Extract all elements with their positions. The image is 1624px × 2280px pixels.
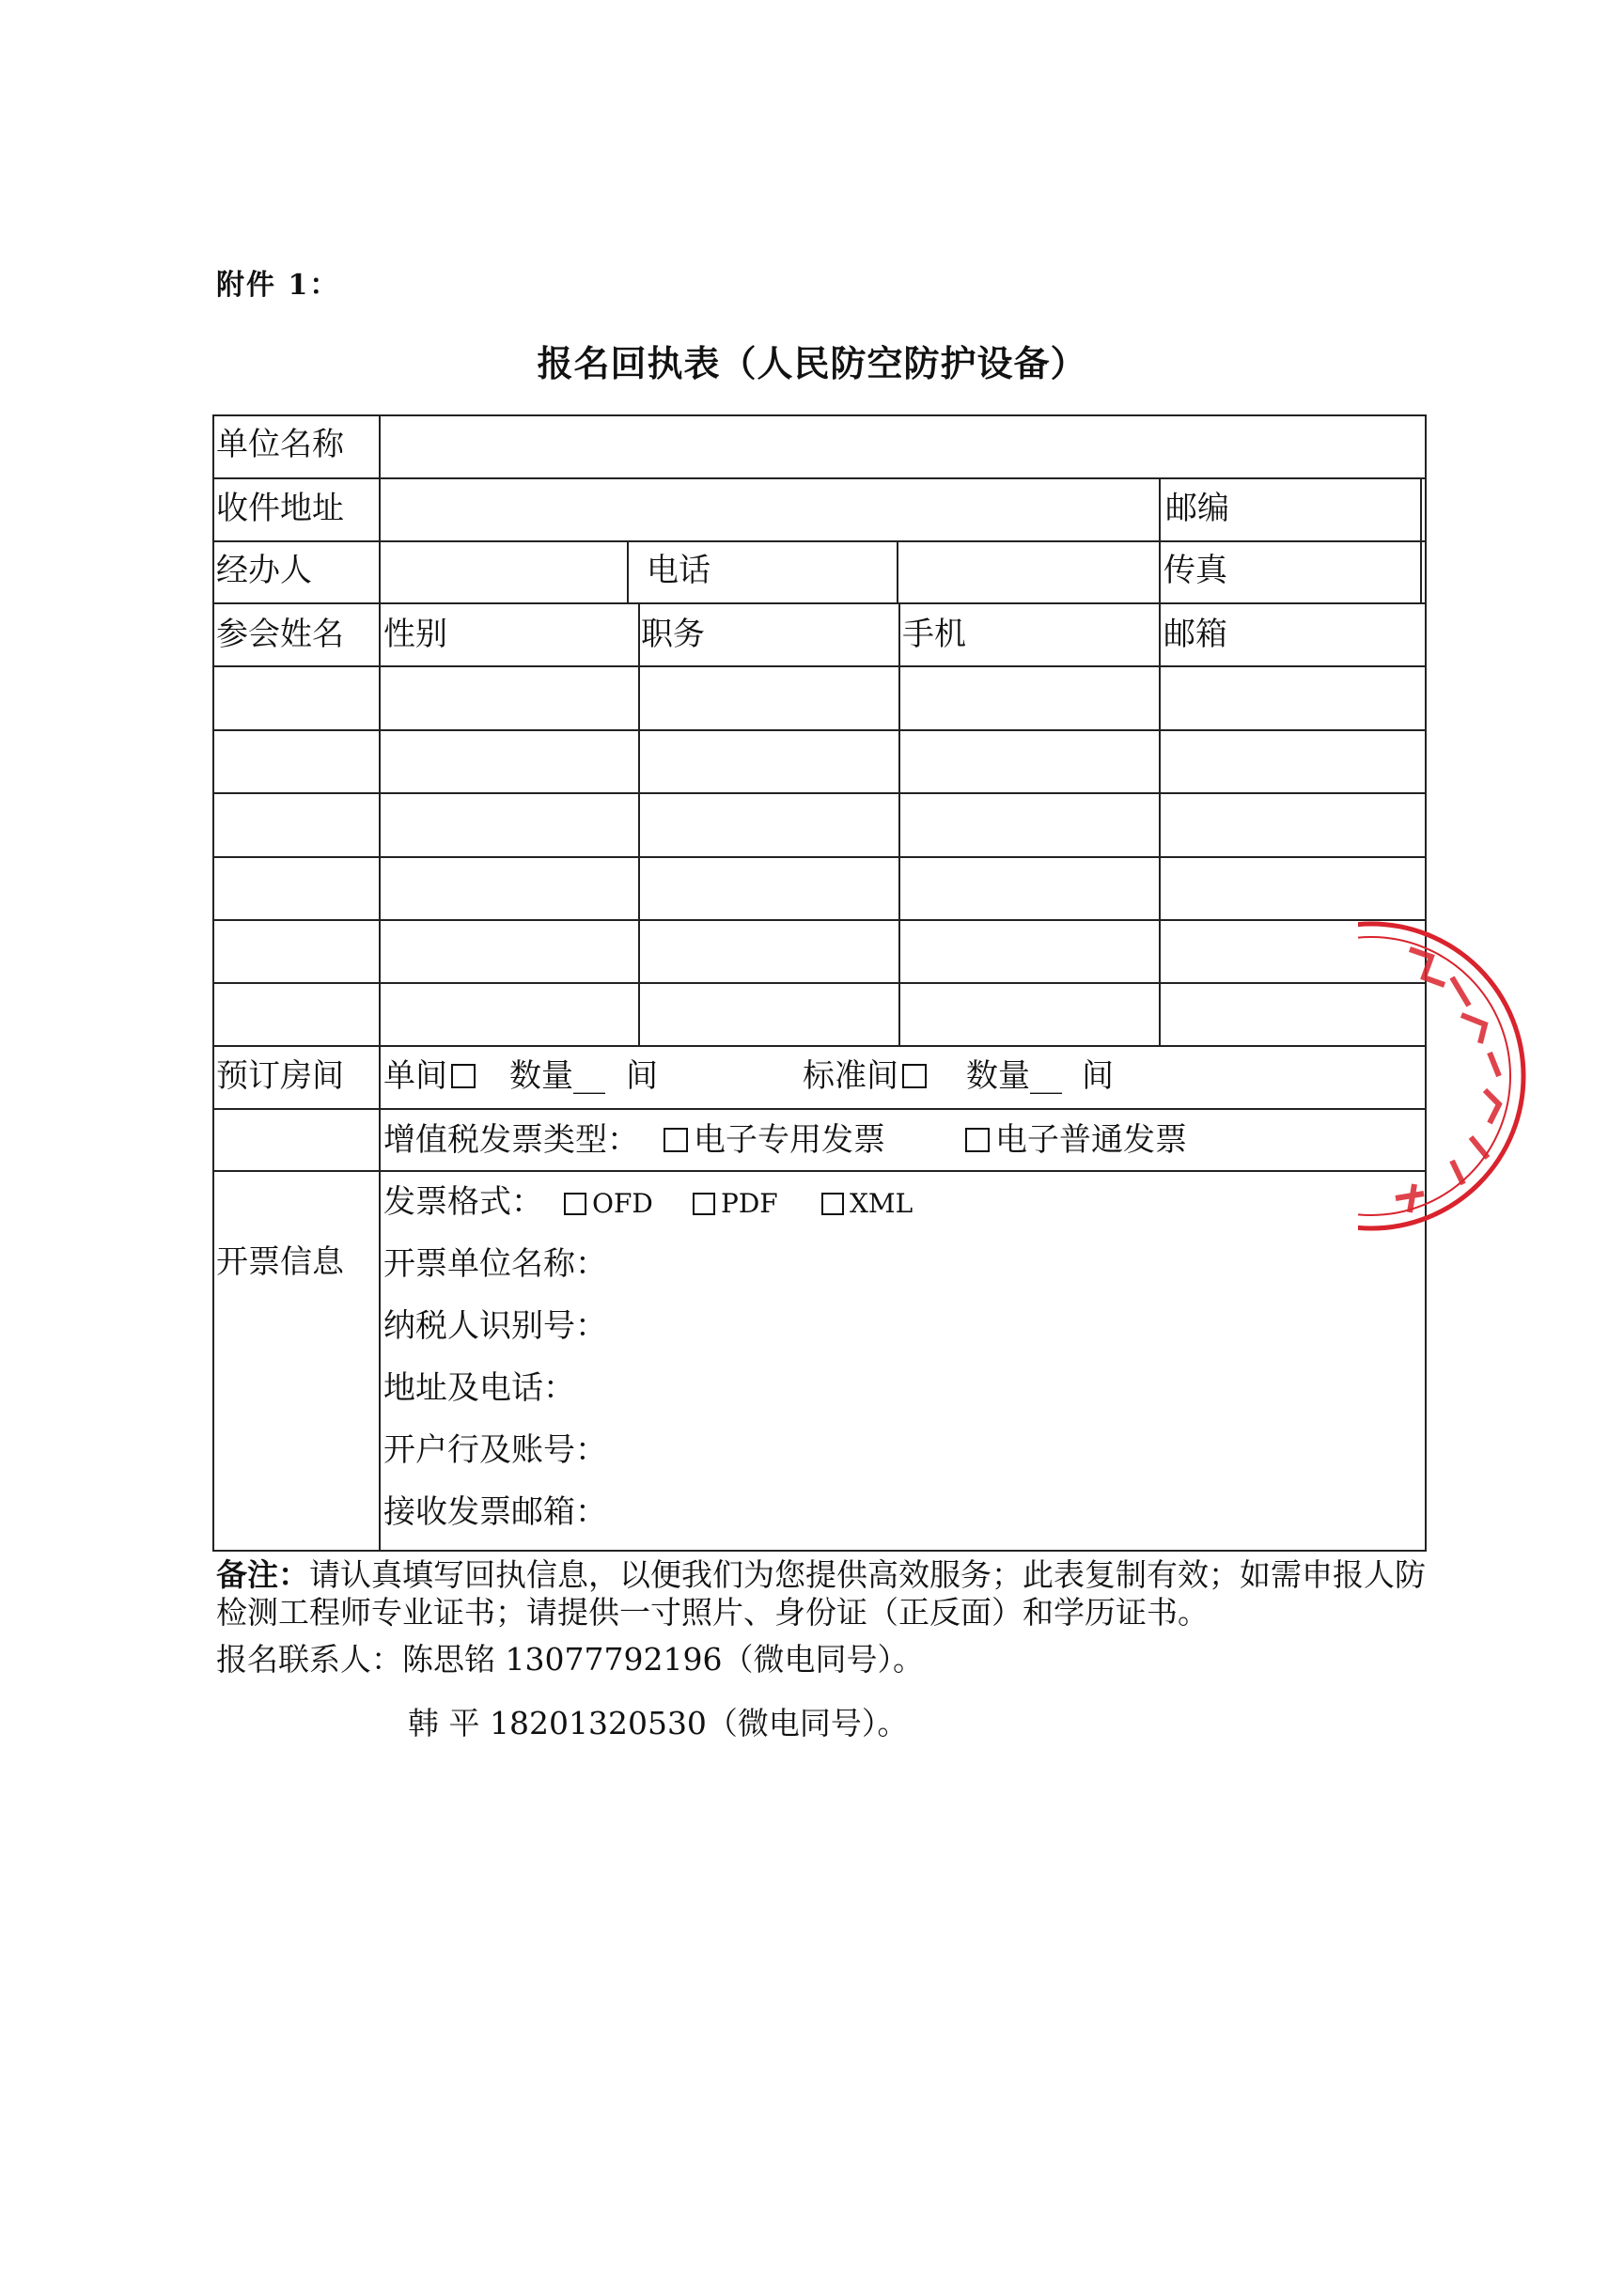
format-ofd-option[interactable] bbox=[560, 1185, 653, 1223]
format-pdf-checkbox[interactable] bbox=[693, 1193, 715, 1215]
invoice-company-label: 开票单位名称： bbox=[383, 1245, 607, 1283]
contact-line-2: 韩 平 18201320530（微电同号）。 bbox=[408, 1705, 909, 1741]
attendee-name-header: 参会姓名 bbox=[216, 616, 344, 653]
format-xml-option[interactable] bbox=[818, 1185, 913, 1223]
invoice-email-label: 接收发票邮箱： bbox=[383, 1493, 607, 1531]
mail-address-label: 收件地址 bbox=[216, 490, 344, 527]
fax-label: 传真 bbox=[1163, 552, 1227, 589]
room-standard-label: 标准间 bbox=[803, 1057, 898, 1095]
red-seal-stamp bbox=[1358, 912, 1584, 1250]
room-standard-checkbox[interactable] bbox=[902, 1064, 927, 1088]
contact-line: 报名联系人：陈思铭 13077792196（微电同号）。 bbox=[216, 1641, 924, 1678]
room-standard-option[interactable] bbox=[803, 1057, 932, 1095]
invoice-special-text: 电子专用发票 bbox=[694, 1121, 885, 1159]
invoice-type-label: 增值税发票类型： bbox=[383, 1121, 639, 1159]
format-ofd-checkbox[interactable] bbox=[564, 1193, 586, 1215]
invoice-addr-phone-label: 地址及电话： bbox=[383, 1369, 575, 1407]
notes-label: 备注： bbox=[216, 1556, 309, 1593]
notes-text: 请认真填写回执信息，以便我们为您提供高效服务；此表复制有效；如需申报人防检测工程师专业证书；请提供一寸照片、身份证（正反面）和学历证书。 bbox=[216, 1556, 1426, 1631]
phone-label: 电话 bbox=[647, 552, 710, 589]
format-pdf-option[interactable] bbox=[689, 1185, 778, 1223]
room-label: 预订房间 bbox=[216, 1057, 344, 1095]
notes-block bbox=[216, 1556, 1429, 1632]
attendee-position-header: 职务 bbox=[641, 616, 705, 653]
format-ofd-text: OFD bbox=[592, 1188, 653, 1219]
invoice-format-label: 发票格式： bbox=[383, 1183, 543, 1221]
room-single-unit: 间 bbox=[626, 1057, 658, 1095]
format-pdf-text: PDF bbox=[721, 1188, 778, 1219]
page-title: 报名回执表（人民防空防护设备） bbox=[537, 342, 1087, 384]
invoice-taxid-label: 纳税人识别号： bbox=[383, 1307, 607, 1345]
room-standard-unit: 间 bbox=[1082, 1057, 1114, 1095]
invoice-normal-text: 电子普通发票 bbox=[995, 1121, 1187, 1159]
room-single-label: 单间 bbox=[383, 1057, 447, 1095]
invoice-bank-label: 开户行及账号： bbox=[383, 1431, 607, 1469]
postcode-label: 邮编 bbox=[1165, 490, 1229, 527]
room-single-checkbox[interactable] bbox=[451, 1064, 476, 1088]
attendee-mobile-header: 手机 bbox=[902, 616, 966, 653]
room-single-option[interactable] bbox=[383, 1057, 481, 1095]
invoice-info-label: 开票信息 bbox=[216, 1243, 344, 1281]
unit-name-label: 单位名称 bbox=[216, 426, 344, 463]
room-standard-qty: 数量__ bbox=[966, 1057, 1062, 1095]
attendee-gender-header: 性别 bbox=[383, 616, 447, 653]
registration-form bbox=[212, 414, 1427, 1552]
room-single-qty: 数量__ bbox=[509, 1057, 605, 1095]
format-xml-text: XML bbox=[850, 1188, 914, 1219]
attachment-label: 附件 1： bbox=[216, 269, 340, 302]
attendee-email-header: 邮箱 bbox=[1163, 616, 1227, 653]
handler-label: 经办人 bbox=[216, 552, 312, 589]
invoice-type-normal-option[interactable] bbox=[961, 1121, 1187, 1159]
invoice-normal-checkbox[interactable] bbox=[965, 1128, 990, 1152]
invoice-special-checkbox[interactable] bbox=[664, 1128, 688, 1152]
format-xml-checkbox[interactable] bbox=[821, 1193, 844, 1215]
invoice-type-special-option[interactable] bbox=[660, 1121, 885, 1159]
